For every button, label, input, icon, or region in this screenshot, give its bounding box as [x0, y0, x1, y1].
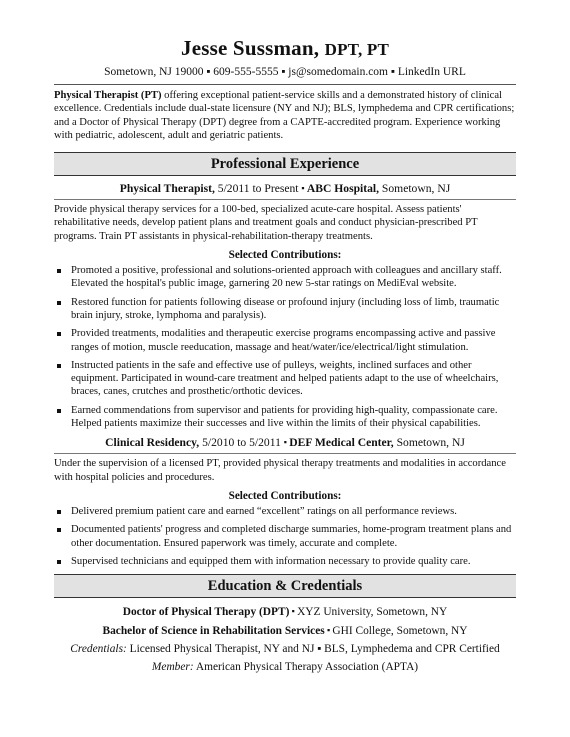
- degree-name: Bachelor of Science in Rehabilitation Services: [102, 625, 325, 638]
- summary-lead: Physical Therapist (PT): [54, 90, 162, 101]
- degree-doctorate: [54, 604, 516, 619]
- list-item: Supervised technicians and equipped them with information necessary to provide quality care.: [54, 555, 516, 568]
- membership-line: [54, 660, 516, 674]
- list-item: Delivered premium patient care and earned “excellent” ratings on all performance reviews.: [54, 505, 516, 518]
- job-employer: ABC Hospital,: [306, 182, 380, 196]
- name-credentials: DPT, PT: [324, 40, 389, 59]
- contributions-list: [54, 505, 516, 568]
- contributions-list: [54, 264, 516, 430]
- list-item: Promoted a positive, professional and solutions-oriented approach with colleagues and ancillary staff. Elevated the hospital's public image, garnering 20 new 5-star ratings on MediEval website.: [54, 264, 516, 291]
- credentials-text: Licensed Physical Therapist, NY and NJ ▪ BLS, Lymphedema and CPR Certified: [126, 643, 500, 656]
- summary-paragraph: [54, 89, 516, 142]
- degree-separator: ▪: [289, 606, 298, 617]
- section-heading-experience: Professional Experience: [54, 152, 516, 176]
- degree-name: Doctor of Physical Therapy (DPT): [122, 606, 290, 619]
- job-title-line: [54, 181, 516, 196]
- membership-text: American Physical Therapy Association (APTA): [193, 661, 419, 674]
- degree-bachelor: [54, 623, 516, 638]
- job-employer: DEF Medical Center,: [289, 436, 394, 450]
- job-location: Sometown, NJ: [379, 182, 451, 196]
- candidate-name: [54, 36, 516, 62]
- job-title-line: [54, 435, 516, 450]
- membership-label: Member:: [151, 661, 194, 674]
- degree-school: GHI College, Sometown, NY: [332, 625, 468, 638]
- section-heading-education: Education & Credentials: [54, 574, 516, 598]
- job-title: Clinical Residency,: [105, 436, 200, 450]
- credentials-label: Credentials:: [70, 643, 127, 656]
- summary-text: offering exceptional patient-service skills and a demonstrated history of clinical excellence. Credentials include dual-state licensure (NY and NJ); BLS, lymphedema and CPR certifications; and a Doctor of Physical Therapy (DPT) degree from a CAPTE-accredited program. Experience working with pediatric, adolescent, adult and geriatric patients.: [54, 90, 515, 141]
- job-divider: [54, 453, 516, 454]
- credentials-line: [54, 642, 516, 656]
- name-text: Jesse Sussman,: [181, 36, 320, 60]
- degree-separator: ▪: [324, 625, 333, 636]
- job-dates: 5/2010 to 5/2011: [199, 436, 284, 450]
- job-dates: 5/2011 to Present: [214, 182, 302, 196]
- list-item: Documented patients' progress and completed discharge summaries, home-program treatment plans and other documentation. Ensured paperwork was timely, accurate and complete.: [54, 523, 516, 550]
- job-separator: ▪: [301, 183, 307, 194]
- job-divider: [54, 199, 516, 200]
- job-description: Provide physical therapy services for a 100-bed, specialized acute-care hospital. Assess patients' rehabilitative needs, develop patient plans and treatment goals and conduct physician-prescribed PT programs. Train PT assistants in physical-rehabilitation-therapy treatments.: [54, 204, 478, 242]
- job-description: Under the supervision of a licensed PT, provided physical therapy treatments and modalities in accordance with hospital policies and procedures.: [54, 458, 506, 483]
- contributions-heading: Selected Contributions:: [228, 489, 342, 502]
- contact-line: Sometown, NJ 19000 ▪ 609-555-5555 ▪ js@somedomain.com ▪ LinkedIn URL: [104, 66, 466, 78]
- header-divider: [54, 84, 516, 85]
- degree-school: XYZ University, Sometown, NY: [297, 606, 448, 619]
- job-separator: ▪: [283, 437, 290, 448]
- job-location: Sometown, NJ: [393, 436, 465, 450]
- list-item: Provided treatments, modalities and therapeutic exercise programs encompassing active and passive ranges of motion, muscle reeducation, massage and heat/water/ice/electrical/light stimulation.: [54, 327, 516, 354]
- job-title: Physical Therapist,: [119, 182, 215, 196]
- list-item: Earned commendations from supervisor and patients for providing high-quality, compassionate care. Helped patients maximize their successes and live within the limits of their physical capabilities.: [54, 404, 516, 431]
- list-item: Restored function for patients following disease or profound injury (including loss of limb, traumatic brain injury, stroke, lymphoma and paralysis).: [54, 296, 516, 323]
- contributions-heading: Selected Contributions:: [228, 249, 342, 262]
- list-item: Instructed patients in the safe and effective use of pulleys, weights, inclined surfaces and other equipment. Participated in wound-care treatment and helped patients adapt to the use of wheelchairs, braces, canes, crutches and prosthetic/orthotic devices.: [54, 359, 516, 399]
